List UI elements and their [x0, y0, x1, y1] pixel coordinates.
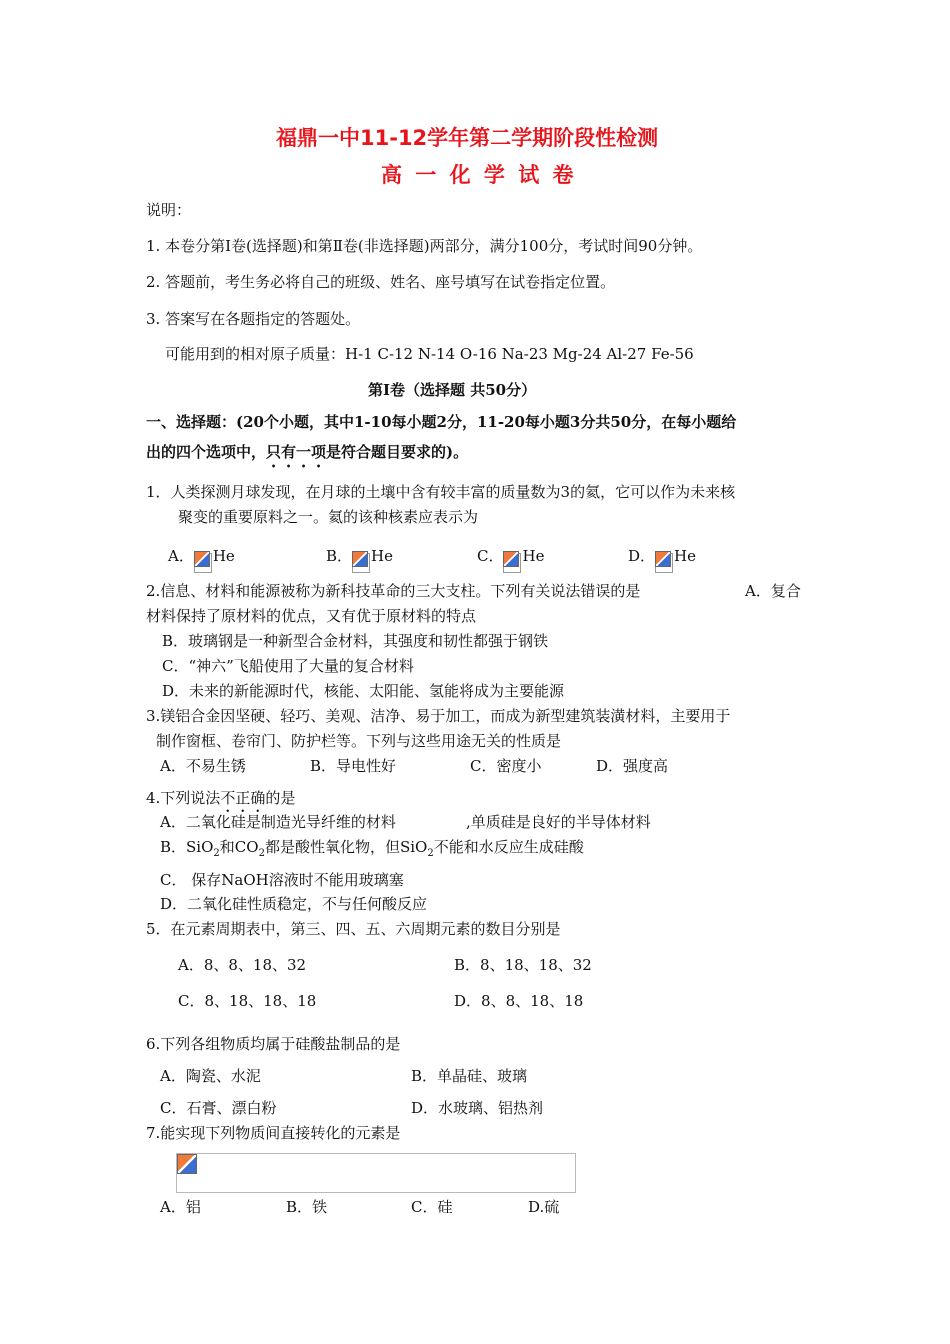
q1-d-letter: D．	[628, 547, 656, 565]
q7-diagram-placeholder	[176, 1153, 576, 1193]
instr-part-a: 出的四个选项中，	[146, 443, 267, 461]
q7-option-c: C．硅	[411, 1198, 453, 1216]
q2-option-a-start: A．复合	[745, 582, 801, 600]
q5-option-d: D．8、8、18、18	[454, 992, 584, 1010]
q1-b-symbol: He	[371, 547, 393, 565]
q7-option-a: A．铝	[160, 1198, 201, 1216]
q4-option-a: A．二氧化硅是制造光导纤维的材料	[160, 813, 396, 831]
q4-option-d: D．二氧化硅性质稳定，不与任何酸反应	[160, 895, 428, 913]
q3-option-c: C．密度小	[470, 757, 542, 775]
q4-stem-a: 4.下列说法	[146, 789, 221, 807]
q4-b-part4: 不能和水反应生成硅酸	[433, 838, 584, 856]
note-3: 3. 答案写在各题指定的答题处。	[146, 310, 361, 328]
subscript: 2	[213, 848, 220, 859]
section-instructions-2	[146, 441, 468, 471]
q2-option-c: C．“神六”飞船使用了大量的复合材料	[162, 657, 414, 675]
q1-stem-1: 1．人类探测月球发现，在月球的土壤中含有较丰富的质量数为3的氦，它可以作为未来核	[146, 483, 736, 501]
q1-c-letter: C．	[477, 547, 504, 565]
broken-image-icon	[177, 1154, 197, 1174]
q3-stem-2: 制作窗框、卷帘门、防护栏等。下列与这些用途无关的性质是	[156, 732, 562, 750]
q7-option-d: D.硫	[528, 1198, 560, 1216]
q3-option-b: B．导电性好	[310, 757, 397, 775]
instr-emphasis: 只有一项	[266, 443, 327, 461]
notes-heading: 说明：	[146, 201, 192, 219]
q6-option-a: A．陶瓷、水泥	[160, 1067, 261, 1085]
q6-option-b: B．单晶硅、玻璃	[411, 1067, 528, 1085]
q7-stem: 7.能实现下列物质间直接转化的元素是	[146, 1124, 401, 1142]
section-instructions-1: 一、选择题：(20个小题，其中1-10每小题2分，11-20每小题3分共50分，在每小题给	[146, 413, 737, 431]
q2-stem-2: 材料保持了原材料的优点，又有优于原材料的特点	[146, 607, 477, 625]
exam-subtitle: 高 一 化 学 试 卷	[381, 163, 577, 187]
q4-option-b	[160, 836, 584, 859]
q1-stem-2: 聚变的重要原料之一。氦的该种核素应表示为	[178, 508, 479, 526]
q1-a-symbol: He	[212, 547, 235, 565]
q6-option-c: C．石膏、漂白粉	[160, 1099, 277, 1117]
q5-option-c: C．8、18、18、18	[178, 992, 317, 1010]
section-title	[368, 379, 536, 400]
q4-stem-b: 的是	[265, 789, 296, 807]
exam-title: 福鼎一中11-12学年第二学期阶段性检测	[276, 126, 659, 150]
q3-option-a: A．不易生锈	[160, 757, 246, 775]
broken-image-icon	[352, 553, 370, 573]
q4-b-part1: B．SiO	[160, 838, 214, 856]
q2-stem-1: 2.信息、材料和能源被称为新科技革命的三大支柱。下列有关说法错误的是	[146, 582, 641, 600]
q2-option-b: B．玻璃钢是一种新型合金材料，其强度和韧性都强于钢铁	[162, 632, 549, 650]
instr-part-b: 是符合题目要求的)。	[326, 443, 469, 461]
q7-option-b: B．铁	[286, 1198, 328, 1216]
note-2: 2. 答题前，考生务必将自己的班级、姓名、座号填写在试卷指定位置。	[146, 273, 616, 291]
q4-option-a-cont: ,单质硅是良好的半导体材料	[466, 813, 651, 831]
broken-image-icon	[194, 553, 212, 573]
q1-a-letter: A．	[168, 547, 194, 565]
q4-option-c: C． 保存NaOH溶液时不能用玻璃塞	[160, 871, 404, 889]
q1-b-letter: B．	[326, 547, 353, 565]
q1-option-b	[326, 545, 393, 573]
q4-b-part3: 都是酸性氧化物，但SiO	[264, 838, 428, 856]
subscript: 2	[258, 848, 265, 859]
q1-option-d	[628, 545, 696, 573]
q3-stem-1: 3.镁铝合金因坚硬、轻巧、美观、洁净、易于加工，而成为新型建筑装潢材料，主要用于	[146, 707, 731, 725]
q2-option-d: D．未来的新能源时代，核能、太阳能、氢能将成为主要能源	[162, 682, 565, 700]
q5-option-a: A．8、8、18、32	[178, 956, 307, 974]
q1-option-a	[168, 545, 235, 573]
note-1: 1. 本卷分第I卷(选择题)和第Ⅱ卷(非选择题)两部分，满分100分，考试时间90分钟。	[146, 237, 703, 255]
q1-option-c	[477, 545, 544, 573]
q4-b-part2: 和CO	[219, 838, 259, 856]
q5-stem: 5．在元素周期表中，第三、四、五、六周期元素的数目分别是	[146, 920, 561, 938]
q1-c-symbol: He	[522, 547, 545, 565]
q6-stem: 6.下列各组物质均属于硅酸盐制品的是	[146, 1035, 401, 1053]
broken-image-icon	[503, 553, 521, 573]
q4-stem-emphasis: 不正确	[220, 789, 266, 807]
q5-option-b: B．8、18、18、32	[454, 956, 592, 974]
q1-d-symbol: He	[674, 547, 696, 565]
subscript: 2	[427, 848, 434, 859]
section-title-text: 第Ⅰ卷（选择题 共50分）	[368, 381, 537, 399]
q6-option-d: D．水玻璃、铝热剂	[411, 1099, 544, 1117]
broken-image-icon	[655, 553, 673, 573]
q3-option-d: D．强度高	[596, 757, 669, 775]
atomic-masses: 可能用到的相对原子质量：H-1 C-12 N-14 O-16 Na-23 Mg-24 Al-27 Fe-56	[165, 345, 694, 363]
